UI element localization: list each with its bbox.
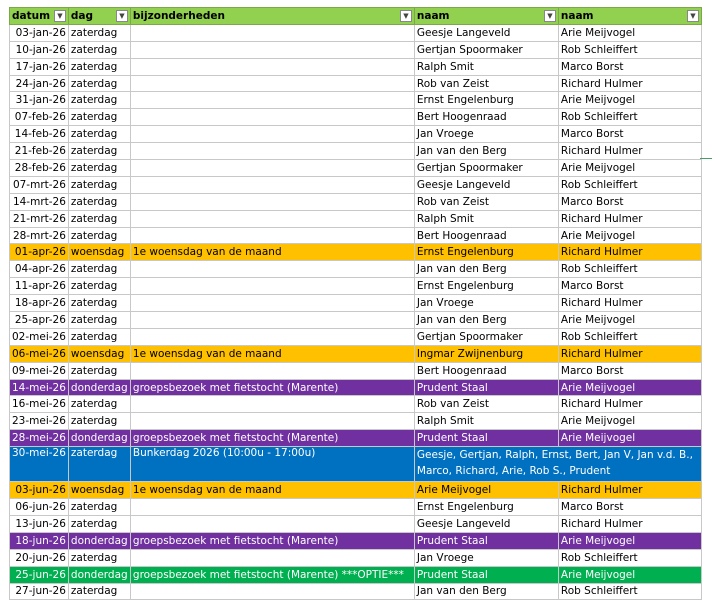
cell-naam-2[interactable]: Arie Meijvogel: [558, 379, 701, 396]
table-row: [10, 566, 702, 583]
table-row: [10, 362, 702, 379]
cell-bijzonderheden[interactable]: [130, 583, 414, 600]
cell-dag[interactable]: zaterdag: [68, 312, 130, 329]
table-row: [10, 549, 702, 566]
cell-naam-2[interactable]: Arie Meijvogel: [558, 430, 701, 447]
table-row: [10, 24, 702, 41]
cell-naam-1[interactable]: Ingmar Zwijnenburg: [414, 345, 558, 362]
cell-datum[interactable]: 27-jun-26: [10, 583, 69, 600]
table-row: [10, 278, 702, 295]
cell-naam-1[interactable]: Jan van den Berg: [414, 312, 558, 329]
cell-naam-2[interactable]: Marco Borst: [558, 362, 701, 379]
cell-naam-2[interactable]: Arie Meijvogel: [558, 566, 701, 583]
table-row: [10, 515, 702, 532]
cell-datum[interactable]: 09-mei-26: [10, 362, 69, 379]
cell-naam-1[interactable]: Prudent Staal: [414, 430, 558, 447]
cell-bijzonderheden[interactable]: [130, 176, 414, 193]
cell-datum[interactable]: 18-apr-26: [10, 295, 69, 312]
cell-dag[interactable]: zaterdag: [68, 58, 130, 75]
cell-datum[interactable]: 01-apr-26: [10, 244, 69, 261]
cell-bijzonderheden[interactable]: [130, 41, 414, 58]
cell-naam-1[interactable]: Ernst Engelenburg: [414, 92, 558, 109]
cell-dag[interactable]: zaterdag: [68, 160, 130, 177]
cell-bijzonderheden[interactable]: [130, 58, 414, 75]
cell-datum[interactable]: 16-mei-26: [10, 396, 69, 413]
table-row: [10, 75, 702, 92]
cell-dag[interactable]: zaterdag: [68, 227, 130, 244]
cell-dag[interactable]: donderdag: [68, 379, 130, 396]
cell-datum[interactable]: 14-mrt-26: [10, 193, 69, 210]
cell-dag[interactable]: donderdag: [68, 430, 130, 447]
cell-bijzonderheden[interactable]: [130, 227, 414, 244]
cell-dag[interactable]: woensdag: [68, 345, 130, 362]
cell-dag[interactable]: zaterdag: [68, 278, 130, 295]
cell-naam-2[interactable]: Rob Schleiffert: [558, 261, 701, 278]
header-bijzonderheden: bijzonderheden ▼: [130, 8, 414, 25]
cell-dag[interactable]: zaterdag: [68, 549, 130, 566]
cell-dag[interactable]: zaterdag: [68, 143, 130, 160]
cell-datum[interactable]: 06-mei-26: [10, 345, 69, 362]
cell-datum[interactable]: 14-feb-26: [10, 126, 69, 143]
cell-dag[interactable]: woensdag: [68, 244, 130, 261]
cell-naam-1[interactable]: Geesje Langeveld: [414, 515, 558, 532]
cell-naam-1[interactable]: Rob van Zeist: [414, 193, 558, 210]
cell-bijzonderheden[interactable]: groepsbezoek met fietstocht (Marente): [130, 379, 414, 396]
cell-datum[interactable]: 28-mei-26: [10, 430, 69, 447]
cell-naam-2[interactable]: Richard Hulmer: [558, 210, 701, 227]
cell-naam-2[interactable]: Richard Hulmer: [558, 143, 701, 160]
table-row: [10, 126, 702, 143]
filter-dropdown-icon[interactable]: ▼: [687, 10, 699, 22]
cell-naam-1[interactable]: Prudent Staal: [414, 532, 558, 549]
cell-dag[interactable]: zaterdag: [68, 92, 130, 109]
cell-dag[interactable]: zaterdag: [68, 176, 130, 193]
cell-datum[interactable]: 25-apr-26: [10, 312, 69, 329]
cell-naam-1[interactable]: Ernst Engelenburg: [414, 499, 558, 516]
cell-naam-1[interactable]: Jan Vroege: [414, 126, 558, 143]
table-row: [10, 413, 702, 430]
cell-bijzonderheden[interactable]: [130, 126, 414, 143]
cell-bijzonderheden[interactable]: groepsbezoek met fietstocht (Marente): [130, 430, 414, 447]
table-row: [10, 583, 702, 600]
cell-naam-1[interactable]: Jan van den Berg: [414, 143, 558, 160]
cell-bijzonderheden[interactable]: [130, 549, 414, 566]
cell-datum[interactable]: 28-mrt-26: [10, 227, 69, 244]
cell-dag[interactable]: donderdag: [68, 566, 130, 583]
schedule-table: [9, 7, 702, 600]
filter-dropdown-icon[interactable]: ▼: [400, 10, 412, 22]
header-naam-1: naam ▼: [414, 8, 558, 25]
filter-dropdown-icon[interactable]: ▼: [54, 10, 66, 22]
cell-datum[interactable]: 17-jan-26: [10, 58, 69, 75]
cell-datum[interactable]: 21-feb-26: [10, 143, 69, 160]
cell-naam-2[interactable]: Richard Hulmer: [558, 244, 701, 261]
cell-datum[interactable]: 14-mei-26: [10, 379, 69, 396]
table-row: [10, 210, 702, 227]
cell-naam-2[interactable]: Marco Borst: [558, 278, 701, 295]
table-row: [10, 193, 702, 210]
cell-naam-2[interactable]: Richard Hulmer: [558, 515, 701, 532]
cell-datum[interactable]: 23-mei-26: [10, 413, 69, 430]
cell-naam-2[interactable]: Richard Hulmer: [558, 396, 701, 413]
cell-naam-1[interactable]: Rob van Zeist: [414, 396, 558, 413]
table-row: [10, 482, 702, 499]
table-row: [10, 92, 702, 109]
cell-bijzonderheden[interactable]: [130, 109, 414, 126]
cell-bijzonderheden[interactable]: 1e woensdag van de maand: [130, 482, 414, 499]
table-row: [10, 160, 702, 177]
table-row: [10, 244, 702, 261]
cell-bijzonderheden[interactable]: [130, 295, 414, 312]
cell-bijzonderheden[interactable]: [130, 210, 414, 227]
cell-naam-2[interactable]: Marco Borst: [558, 126, 701, 143]
cell-dag[interactable]: zaterdag: [68, 499, 130, 516]
cell-datum[interactable]: 28-feb-26: [10, 160, 69, 177]
header-dag: dag ▼: [68, 8, 130, 25]
cell-bijzonderheden[interactable]: [130, 362, 414, 379]
cell-naam-1[interactable]: Jan van den Berg: [414, 261, 558, 278]
cell-dag[interactable]: zaterdag: [68, 328, 130, 345]
cell-bijzonderheden[interactable]: [130, 499, 414, 516]
table-row: [10, 328, 702, 345]
header-row: [10, 8, 702, 25]
cell-naam-1[interactable]: Jan Vroege: [414, 295, 558, 312]
header-naam-2: naam ▼: [558, 8, 701, 25]
cell-naam-1[interactable]: Jan Vroege: [414, 549, 558, 566]
cell-datum[interactable]: 03-jan-26: [10, 24, 69, 41]
cell-datum[interactable]: 31-jan-26: [10, 92, 69, 109]
cell-dag[interactable]: zaterdag: [68, 515, 130, 532]
table-row: [10, 41, 702, 58]
cell-naam-2[interactable]: Richard Hulmer: [558, 75, 701, 92]
cell-dag[interactable]: zaterdag: [68, 413, 130, 430]
cell-naam-1[interactable]: Rob van Zeist: [414, 75, 558, 92]
cell-naam-2[interactable]: Arie Meijvogel: [558, 312, 701, 329]
cell-bijzonderheden[interactable]: [130, 413, 414, 430]
cell-naam-1[interactable]: Ralph Smit: [414, 413, 558, 430]
cell-naam-2[interactable]: Rob Schleiffert: [558, 176, 701, 193]
table-row: [10, 143, 702, 160]
cell-dag[interactable]: zaterdag: [68, 24, 130, 41]
cell-naam-1[interactable]: Ralph Smit: [414, 210, 558, 227]
cell-naam-2[interactable]: Richard Hulmer: [558, 482, 701, 499]
cell-naam-1[interactable]: Ernst Engelenburg: [414, 244, 558, 261]
table-row: [10, 345, 702, 362]
cell-naam-2[interactable]: Rob Schleiffert: [558, 41, 701, 58]
cell-bijzonderheden[interactable]: [130, 261, 414, 278]
cell-datum[interactable]: 07-feb-26: [10, 109, 69, 126]
cell-bijzonderheden[interactable]: [130, 312, 414, 329]
cell-bijzonderheden[interactable]: [130, 193, 414, 210]
cell-naam-1[interactable]: Jan van den Berg: [414, 583, 558, 600]
cell-bijzonderheden[interactable]: 1e woensdag van de maand: [130, 244, 414, 261]
cell-datum[interactable]: 30-mei-26: [10, 447, 69, 482]
cell-bijzonderheden[interactable]: [130, 92, 414, 109]
cell-dag[interactable]: zaterdag: [68, 261, 130, 278]
cell-datum[interactable]: 02-mei-26: [10, 328, 69, 345]
cell-naam-2[interactable]: Rob Schleiffert: [558, 549, 701, 566]
cell-datum[interactable]: 25-jun-26: [10, 566, 69, 583]
cell-naam-1[interactable]: Geesje, Gertjan, Ralph, Ernst, Bert, Jan V, Jan v.d. B., Marco, Richard, Arie, Rob S., Prudent: [414, 447, 701, 482]
cell-naam-2[interactable]: Marco Borst: [558, 58, 701, 75]
table-row: [10, 58, 702, 75]
cell-dag[interactable]: zaterdag: [68, 295, 130, 312]
cell-dag[interactable]: zaterdag: [68, 41, 130, 58]
cell-naam-2[interactable]: Arie Meijvogel: [558, 532, 701, 549]
cell-datum[interactable]: 13-jun-26: [10, 515, 69, 532]
cell-dag[interactable]: zaterdag: [68, 193, 130, 210]
cell-naam-2[interactable]: Rob Schleiffert: [558, 109, 701, 126]
cell-naam-2[interactable]: Rob Schleiffert: [558, 328, 701, 345]
cell-datum[interactable]: 18-jun-26: [10, 532, 69, 549]
table-row: [10, 379, 702, 396]
table-row: [10, 447, 702, 482]
table-row: [10, 295, 702, 312]
cell-dag[interactable]: zaterdag: [68, 447, 130, 482]
table-row: [10, 532, 702, 549]
cell-dag[interactable]: zaterdag: [68, 109, 130, 126]
cell-datum[interactable]: 10-jan-26: [10, 41, 69, 58]
cell-naam-1[interactable]: Arie Meijvogel: [414, 482, 558, 499]
cell-dag[interactable]: donderdag: [68, 532, 130, 549]
header-datum: datum ▼: [10, 8, 69, 25]
cell-naam-2[interactable]: Arie Meijvogel: [558, 160, 701, 177]
cell-naam-1[interactable]: Ernst Engelenburg: [414, 278, 558, 295]
cell-bijzonderheden[interactable]: [130, 328, 414, 345]
cell-naam-1[interactable]: Ralph Smit: [414, 58, 558, 75]
cell-datum[interactable]: 21-mrt-26: [10, 210, 69, 227]
cell-dag[interactable]: zaterdag: [68, 362, 130, 379]
cell-datum[interactable]: 20-jun-26: [10, 549, 69, 566]
cell-datum[interactable]: 07-mrt-26: [10, 176, 69, 193]
gridline-fragment: [700, 158, 712, 159]
cell-dag[interactable]: woensdag: [68, 482, 130, 499]
cell-naam-1[interactable]: Bert Hoogenraad: [414, 362, 558, 379]
table-row: [10, 227, 702, 244]
filter-dropdown-icon[interactable]: ▼: [544, 10, 556, 22]
table-row: [10, 312, 702, 329]
cell-datum[interactable]: 03-jun-26: [10, 482, 69, 499]
table-row: [10, 176, 702, 193]
cell-dag[interactable]: zaterdag: [68, 126, 130, 143]
cell-datum[interactable]: 24-jan-26: [10, 75, 69, 92]
cell-bijzonderheden[interactable]: groepsbezoek met fietstocht (Marente): [130, 532, 414, 549]
cell-naam-2[interactable]: Arie Meijvogel: [558, 413, 701, 430]
cell-bijzonderheden[interactable]: [130, 160, 414, 177]
cell-dag[interactable]: zaterdag: [68, 75, 130, 92]
cell-naam-2[interactable]: Arie Meijvogel: [558, 227, 701, 244]
cell-naam-1[interactable]: Gertjan Spoormaker: [414, 41, 558, 58]
cell-naam-1[interactable]: Prudent Staal: [414, 379, 558, 396]
cell-naam-1[interactable]: Bert Hoogenraad: [414, 109, 558, 126]
cell-naam-1[interactable]: Bert Hoogenraad: [414, 227, 558, 244]
table-row: [10, 261, 702, 278]
cell-datum[interactable]: 11-apr-26: [10, 278, 69, 295]
cell-naam-1[interactable]: Gertjan Spoormaker: [414, 328, 558, 345]
cell-bijzonderheden[interactable]: [130, 396, 414, 413]
cell-bijzonderheden[interactable]: groepsbezoek met fietstocht (Marente) ***OPTIE***: [130, 566, 414, 583]
cell-naam-2[interactable]: Richard Hulmer: [558, 295, 701, 312]
cell-bijzonderheden[interactable]: [130, 515, 414, 532]
table-row: [10, 430, 702, 447]
table-row: [10, 109, 702, 126]
cell-bijzonderheden[interactable]: [130, 24, 414, 41]
cell-naam-2[interactable]: Richard Hulmer: [558, 345, 701, 362]
cell-bijzonderheden[interactable]: [130, 75, 414, 92]
cell-naam-2[interactable]: Rob Schleiffert: [558, 583, 701, 600]
cell-dag[interactable]: zaterdag: [68, 583, 130, 600]
filter-dropdown-icon[interactable]: ▼: [116, 10, 128, 22]
cell-bijzonderheden[interactable]: [130, 143, 414, 160]
cell-datum[interactable]: 04-apr-26: [10, 261, 69, 278]
cell-naam-2[interactable]: Arie Meijvogel: [558, 24, 701, 41]
cell-naam-2[interactable]: Marco Borst: [558, 499, 701, 516]
cell-dag[interactable]: zaterdag: [68, 396, 130, 413]
cell-naam-1[interactable]: Gertjan Spoormaker: [414, 160, 558, 177]
table-row: [10, 396, 702, 413]
cell-naam-1[interactable]: Prudent Staal: [414, 566, 558, 583]
cell-dag[interactable]: zaterdag: [68, 210, 130, 227]
table-row: [10, 499, 702, 516]
cell-datum[interactable]: 06-jun-26: [10, 499, 69, 516]
cell-bijzonderheden[interactable]: Bunkerdag 2026 (10:00u - 17:00u): [130, 447, 414, 482]
cell-naam-1[interactable]: Geesje Langeveld: [414, 24, 558, 41]
cell-bijzonderheden[interactable]: [130, 278, 414, 295]
cell-bijzonderheden[interactable]: 1e woensdag van de maand: [130, 345, 414, 362]
cell-naam-2[interactable]: Arie Meijvogel: [558, 92, 701, 109]
cell-naam-2[interactable]: Marco Borst: [558, 193, 701, 210]
cell-naam-1[interactable]: Geesje Langeveld: [414, 176, 558, 193]
